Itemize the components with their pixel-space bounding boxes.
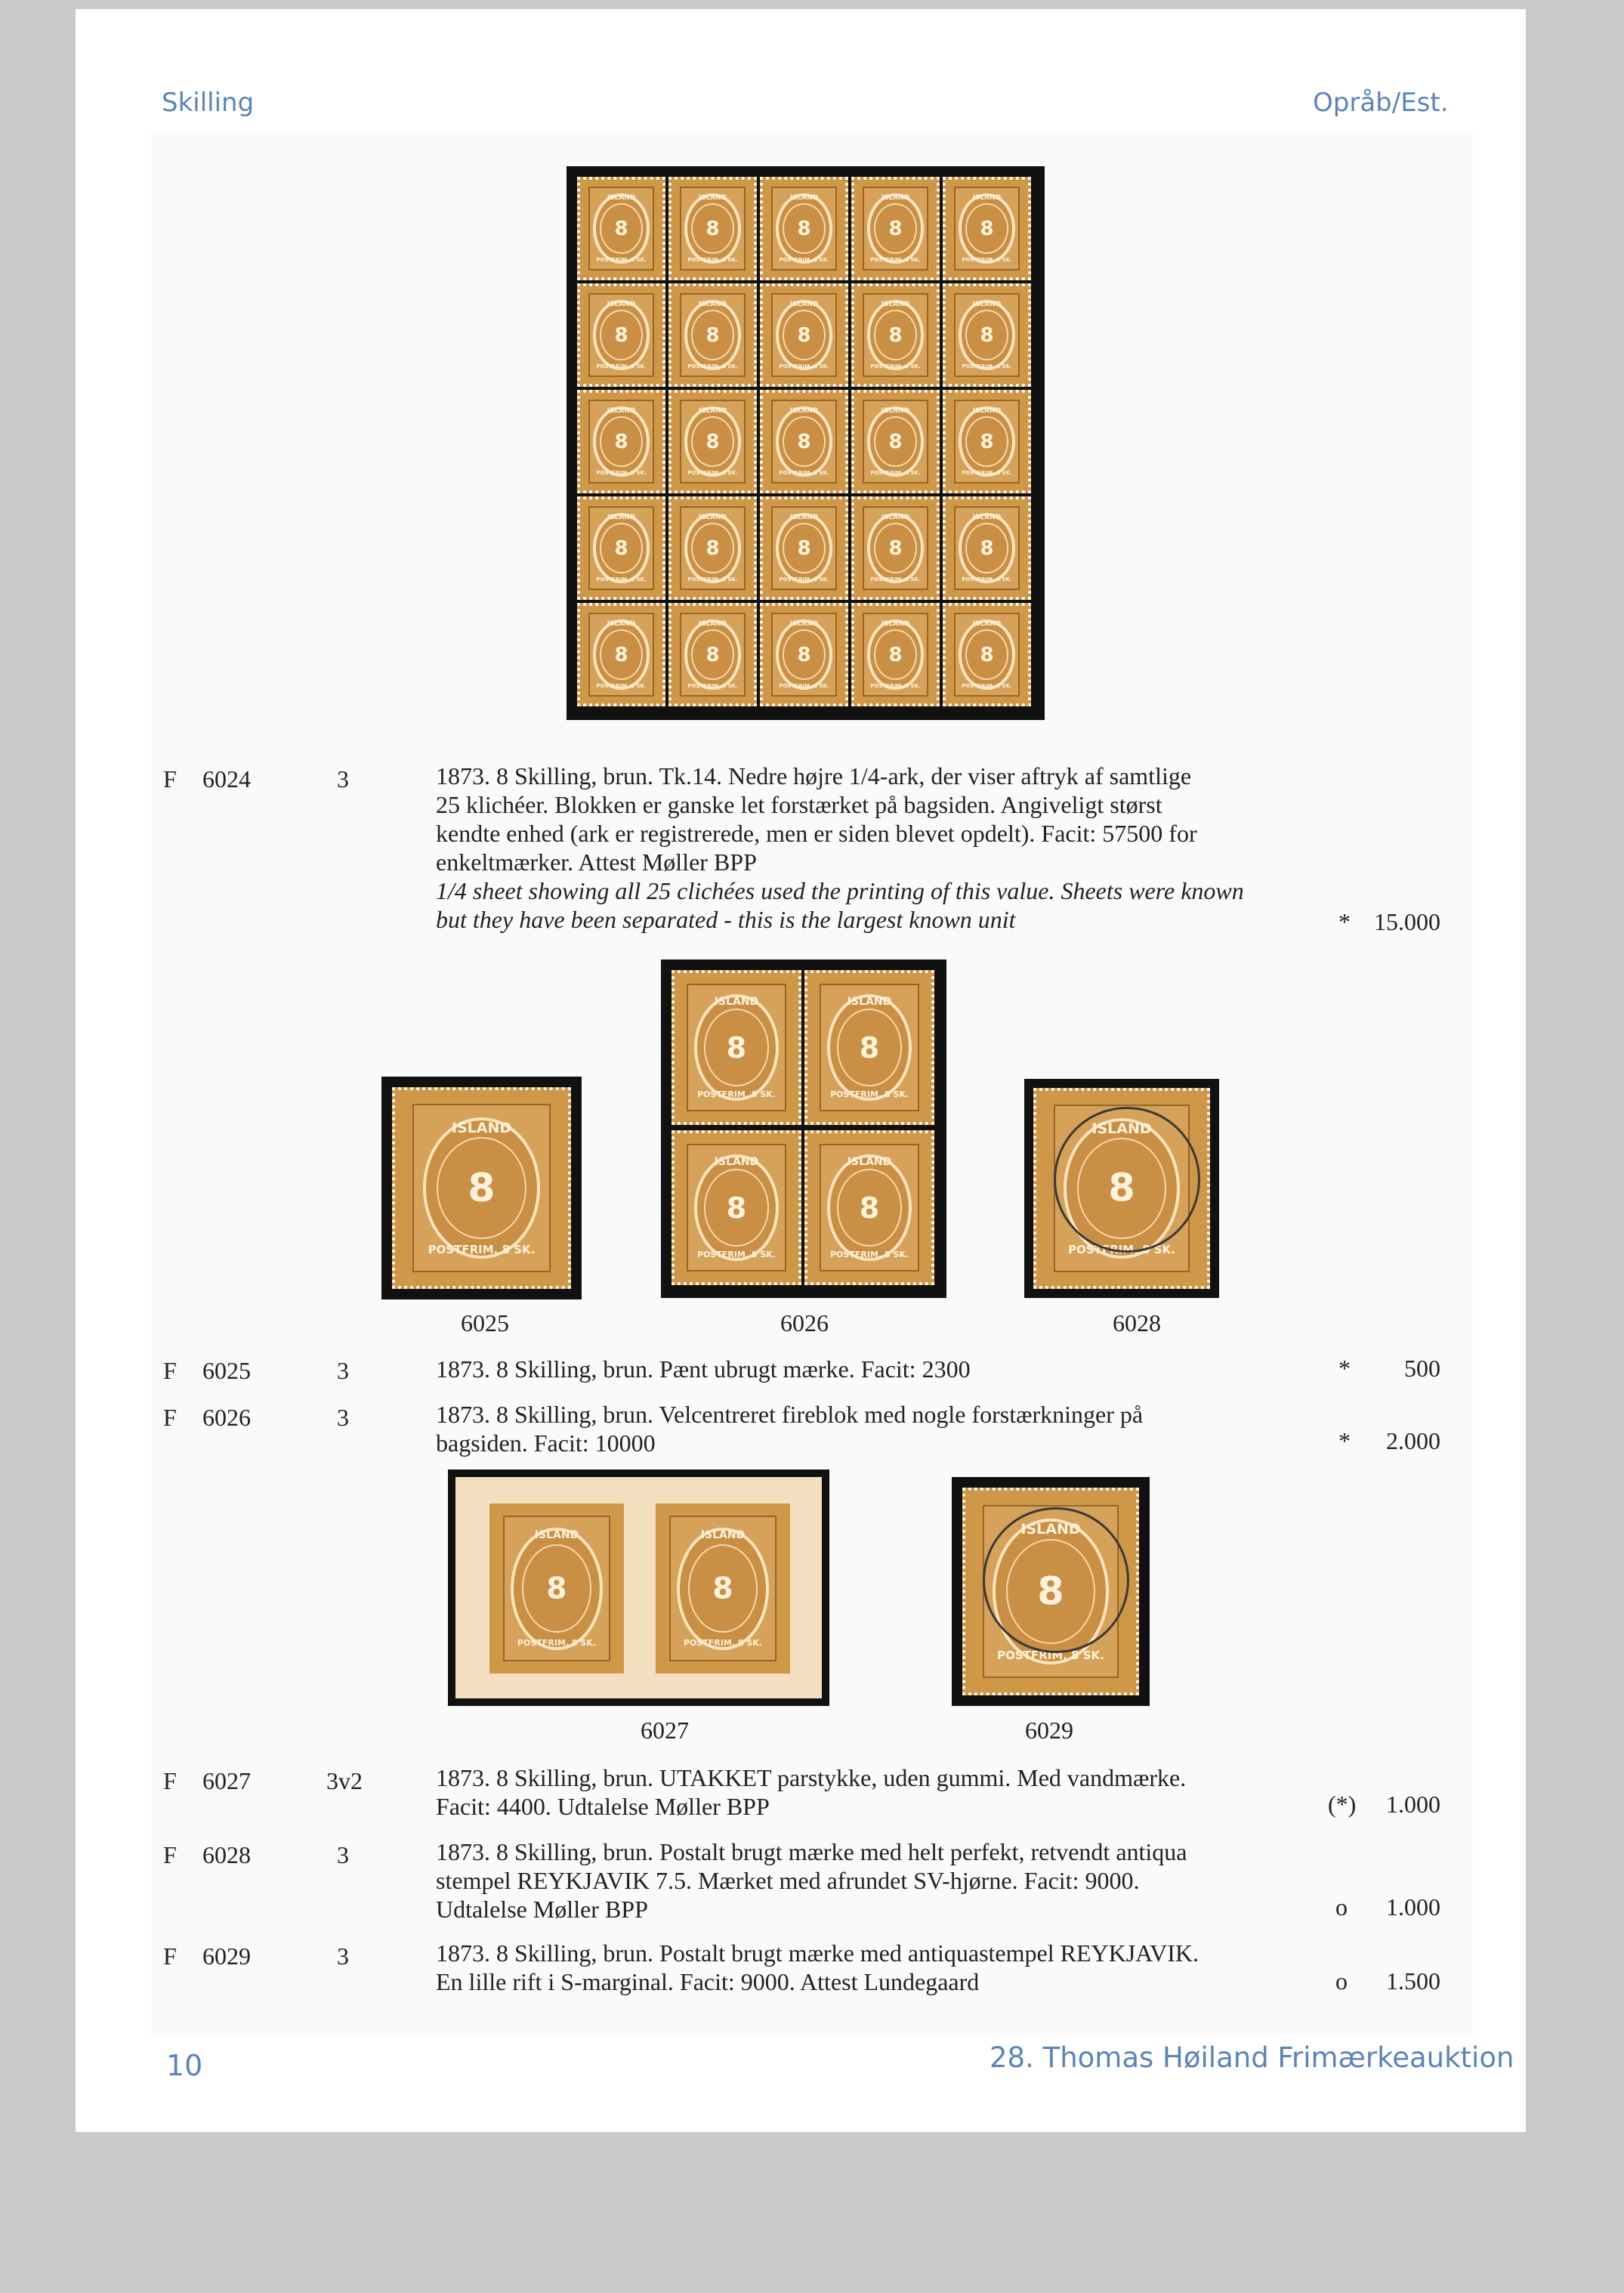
desc-line: 1873. 8 Skilling, brun. UTAKKET parstykke, uden gummi. Med vandmærke. [436, 1764, 1187, 1791]
image-caption: 6029 [1025, 1717, 1073, 1744]
lot-catalog-number: 3 [337, 1357, 349, 1384]
stamp-bottom-text: POSTFRIM. 8 SK. [687, 363, 738, 369]
lot-number: 6025 [202, 1357, 251, 1384]
stamp-value-text: 8 [705, 430, 720, 453]
stamp-country-text: ISLAND [607, 407, 636, 416]
stamp [851, 603, 940, 706]
desc-line: stempel REYKJAVIK 7.5. Mærket med afrundet SV-hjørne. Facit: 9000. [436, 1867, 1140, 1894]
stamp-value-text: 8 [797, 643, 811, 666]
stamp-bottom-text: POSTFRIM. 8 SK. [870, 363, 921, 369]
stamp [804, 970, 934, 1125]
stamp-bottom-text: POSTFRIM. 8 SK. [596, 682, 647, 689]
stamp-country-text: ISLAND [847, 1155, 892, 1168]
lot-condition: o [1335, 1967, 1348, 1995]
stamp-bottom-text: POSTFRIM. 8 SK. [697, 1250, 776, 1260]
stamp [943, 283, 1031, 387]
stamp-bottom-text: POSTFRIM. 8 SK. [684, 1638, 762, 1649]
stamp [760, 283, 848, 387]
stamp-country-text: ISLAND [881, 301, 910, 309]
lot-catalog-number: 3v2 [326, 1767, 363, 1794]
stamp [672, 970, 801, 1125]
lot-price: 15.000 [1374, 908, 1440, 935]
image-caption: 6026 [780, 1309, 829, 1337]
stamp-bottom-text: POSTFRIM. 8 SK. [687, 469, 738, 476]
stamp-sheet-quarter [567, 166, 1045, 720]
stamp-country-text: ISLAND [972, 301, 1002, 309]
stamp-bottom-text: POSTFRIM. 8 SK. [779, 256, 829, 263]
stamp-country-text: ISLAND [789, 514, 819, 522]
stamp-bottom-text: POSTFRIM. 8 SK. [962, 469, 1012, 476]
stamp-bottom-text: POSTFRIM. 8 SK. [517, 1638, 596, 1649]
stamp-country-text: ISLAND [1020, 1521, 1081, 1538]
lot-number: 6026 [202, 1404, 251, 1431]
stamp [962, 1488, 1139, 1695]
stamp-bottom-text: POSTFRIM. 8 SK. [779, 363, 829, 369]
stamp-image-6029[interactable] [952, 1477, 1150, 1706]
stamp [668, 390, 757, 493]
stamp-value-text: 8 [888, 323, 903, 347]
lot-price: 1.500 [1386, 1967, 1440, 1995]
lot-catalog-number: 3 [337, 765, 349, 793]
stamp-country-text: ISLAND [451, 1119, 512, 1136]
stamp-bottom-text: POSTFRIM. 8 SK. [779, 469, 829, 476]
lot-prefix: F [163, 765, 177, 793]
lot-number: 6029 [202, 1942, 251, 1970]
stamp-value-text: 8 [614, 643, 628, 666]
lot-catalog-number: 3 [337, 1404, 349, 1431]
stamp-bottom-text: POSTFRIM. 8 SK. [870, 256, 921, 263]
stamp [804, 1130, 934, 1285]
lot-price: 1.000 [1386, 1791, 1440, 1818]
lot-number: 6028 [202, 1841, 251, 1868]
stamp-value-text: 8 [468, 1165, 496, 1211]
stamp-country-text: ISLAND [789, 301, 819, 309]
lot-condition: * [1338, 1355, 1351, 1382]
stamp-bottom-text: POSTFRIM. 8 SK. [596, 469, 647, 476]
stamp-bottom-text: POSTFRIM. 8 SK. [870, 469, 921, 476]
desc-line: Facit: 4400. Udtalelse Møller BPP [436, 1793, 770, 1820]
lot-prefix: F [163, 1404, 177, 1431]
stamp-value-text: 8 [705, 536, 720, 560]
stamp-bottom-text: POSTFRIM. 8 SK. [870, 576, 921, 583]
stamp [851, 496, 940, 600]
stamp-image-6026[interactable] [661, 960, 946, 1298]
stamp-value-text: 8 [614, 323, 628, 347]
stamp-sheet-frame[interactable] [567, 166, 1045, 720]
stamp [851, 177, 940, 280]
stamp-value-text: 8 [797, 323, 811, 347]
stamp [577, 496, 665, 600]
stamp [489, 1503, 624, 1673]
stamp-country-text: ISLAND [789, 620, 819, 629]
stamp-country-text: ISLAND [698, 514, 727, 522]
desc-line: 1873. 8 Skilling, brun. Velcentreret fireblok med nogle forstærkninger på [436, 1401, 1144, 1428]
stamp-value-text: 8 [797, 536, 811, 560]
lot-catalog-number: 3 [337, 1841, 349, 1868]
lot-number: 6027 [202, 1767, 251, 1794]
stamp-country-text: ISLAND [881, 514, 910, 522]
stamp-country-text: ISLAND [972, 514, 1002, 522]
stamp-country-text: ISLAND [698, 301, 727, 309]
stamp-bottom-text: POSTFRIM. 8 SK. [962, 576, 1012, 583]
lot-prefix: F [163, 1767, 177, 1794]
stamp-country-text: ISLAND [698, 407, 727, 416]
stamp [577, 283, 665, 387]
lot-prefix: F [163, 1357, 177, 1384]
stamp-country-text: ISLAND [789, 407, 819, 416]
desc-line: 1873. 8 Skilling, brun. Postalt brugt mærke med antiquastempel REYKJAVIK. [436, 1939, 1199, 1967]
stamp-value-text: 8 [859, 1031, 880, 1065]
stamp-country-text: ISLAND [698, 194, 727, 202]
stamp [668, 177, 757, 280]
stamp-value-text: 8 [705, 323, 720, 347]
image-caption: 6028 [1113, 1309, 1161, 1337]
stamp-image-6027[interactable] [448, 1469, 829, 1706]
stamp-value-text: 8 [726, 1191, 747, 1225]
lot-condition: * [1338, 908, 1351, 935]
image-caption: 6027 [641, 1717, 689, 1744]
stamp-value-text: 8 [1037, 1569, 1064, 1614]
lot-description [436, 762, 1327, 934]
stamp-bottom-text: POSTFRIM. 8 SK. [687, 576, 738, 583]
desc-line: 1873. 8 Skilling, brun. Pænt ubrugt mærke. Facit: 2300 [436, 1355, 971, 1383]
lot-number: 6024 [202, 765, 251, 793]
lot-description [436, 1400, 1327, 1457]
stamp-value-text: 8 [705, 643, 720, 666]
stamp-value-text: 8 [546, 1571, 567, 1605]
stamp-image-6025[interactable] [381, 1077, 582, 1299]
stamp [668, 283, 757, 387]
stamp-country-text: ISLAND [607, 514, 636, 522]
lot-price: 1.000 [1386, 1893, 1440, 1921]
stamp [943, 390, 1031, 493]
stamp [943, 177, 1031, 280]
lot-description [436, 1837, 1327, 1924]
stamp [943, 496, 1031, 600]
lot-condition: (*) [1328, 1791, 1357, 1818]
stamp-value-text: 8 [726, 1031, 747, 1065]
desc-english-line: 1/4 sheet showing all 25 clichées used the printing of this value. Sheets were known [436, 877, 1244, 904]
lot-description [436, 1939, 1327, 1996]
stamp-value-text: 8 [797, 217, 811, 240]
stamp-bottom-text: POSTFRIM. 8 SK. [962, 256, 1012, 263]
stamp [943, 603, 1031, 706]
stamp [577, 390, 665, 493]
desc-line: enkeltmærker. Attest Møller BPP [436, 848, 757, 876]
stamp-value-text: 8 [614, 217, 628, 240]
stamp-bottom-text: POSTFRIM. 8 SK. [428, 1243, 536, 1257]
lot-price: 2.000 [1386, 1427, 1440, 1454]
stamp-bottom-text: POSTFRIM. 8 SK. [962, 682, 1012, 689]
postmark-cancel [983, 1507, 1128, 1653]
stamp-value-text: 8 [980, 430, 994, 453]
stamp-value-text: 8 [614, 536, 628, 560]
stamp-bottom-text: POSTFRIM. 8 SK. [687, 256, 738, 263]
lot-condition: * [1338, 1427, 1351, 1454]
image-caption: 6025 [461, 1309, 509, 1337]
stamp-country-text: ISLAND [607, 301, 636, 309]
stamp-value-text: 8 [888, 217, 903, 240]
stamp [668, 603, 757, 706]
stamp-country-text: ISLAND [881, 407, 910, 416]
stamp-country-text: ISLAND [881, 194, 910, 202]
desc-line: En lille rift i S-marginal. Facit: 9000. Attest Lundegaard [436, 1968, 980, 1995]
stamp-bottom-text: POSTFRIM. 8 SK. [779, 576, 829, 583]
stamp [851, 390, 940, 493]
desc-line: 25 klichéer. Blokken er ganske let forstærket på bagsiden. Angiveligt størst [436, 791, 1162, 818]
lot-prefix: F [163, 1841, 177, 1868]
lot-description [436, 1355, 1327, 1383]
stamp-value-text: 8 [705, 217, 720, 240]
stamp-bottom-text: POSTFRIM. 8 SK. [697, 1089, 776, 1100]
desc-line: bagsiden. Facit: 10000 [436, 1429, 656, 1457]
stamp-bottom-text: POSTFRIM. 8 SK. [779, 682, 829, 689]
stamp-bottom-text: POSTFRIM. 8 SK. [997, 1648, 1104, 1662]
stamp-value-text: 8 [980, 323, 994, 347]
lot-price: 500 [1404, 1355, 1440, 1382]
stamp-country-text: ISLAND [881, 620, 910, 629]
stamp-value-text: 8 [614, 430, 628, 453]
stamp-country-text: ISLAND [972, 194, 1002, 202]
stamp [577, 603, 665, 706]
stamp-bottom-text: POSTFRIM. 8 SK. [962, 363, 1012, 369]
stamp-value-text: 8 [888, 536, 903, 560]
estimate-column-header: Opråb/Est. [1313, 88, 1449, 118]
desc-line: kendte enhed (ark er registrerede, men er siden blevet opdelt). Facit: 57500 for [436, 820, 1197, 847]
stamp-country-text: ISLAND [972, 620, 1002, 629]
stamp-value-text: 8 [859, 1191, 880, 1225]
stamp-bottom-text: POSTFRIM. 8 SK. [870, 682, 921, 689]
stamp-bottom-text: POSTFRIM. 8 SK. [830, 1250, 909, 1260]
section-title: Skilling [162, 88, 255, 118]
stamp-country-text: ISLAND [700, 1528, 746, 1541]
stamp-country-text: ISLAND [534, 1528, 579, 1541]
stamp-value-text: 8 [712, 1571, 733, 1605]
stamp [392, 1087, 571, 1289]
stamp-country-text: ISLAND [607, 194, 636, 202]
stamp-country-text: ISLAND [847, 995, 892, 1008]
stamp-value-text: 8 [980, 536, 994, 560]
postmark-cancel [1054, 1107, 1199, 1253]
auction-title: 28. Thomas Høiland Frimærkeauktion [990, 2041, 1514, 2074]
stamp [672, 1130, 801, 1285]
stamp [760, 390, 848, 493]
stamp [851, 283, 940, 387]
stamp-country-text: ISLAND [714, 995, 759, 1008]
stamp-image-6028[interactable] [1024, 1079, 1219, 1298]
stamp [656, 1503, 790, 1673]
page-number: 10 [166, 2049, 203, 2082]
desc-line: 1873. 8 Skilling, brun. Postalt brugt mærke med helt perfekt, retvendt antiqua [436, 1838, 1187, 1865]
stamp-value-text: 8 [888, 643, 903, 666]
stamp-value-text: 8 [797, 430, 811, 453]
lot-catalog-number: 3 [337, 1942, 349, 1970]
stamp [760, 496, 848, 600]
stamp [577, 177, 665, 280]
stamp-country-text: ISLAND [789, 194, 819, 202]
stamp-country-text: ISLAND [714, 1155, 759, 1168]
stamp [1033, 1088, 1210, 1289]
desc-line: 1873. 8 Skilling, brun. Tk.14. Nedre højre 1/4-ark, der viser aftryk af samtlige [436, 762, 1192, 790]
stamp-country-text: ISLAND [698, 620, 727, 629]
lot-description [436, 1763, 1327, 1821]
stamp-country-text: ISLAND [1091, 1120, 1152, 1137]
stamp-value-text: 8 [1108, 1166, 1135, 1211]
stamp-bottom-text: POSTFRIM. 8 SK. [1068, 1243, 1175, 1257]
stamp-bottom-text: POSTFRIM. 8 SK. [596, 256, 647, 263]
stamp-bottom-text: POSTFRIM. 8 SK. [687, 682, 738, 689]
stamp-value-text: 8 [980, 643, 994, 666]
stamp-country-text: ISLAND [972, 407, 1002, 416]
desc-english-line: but they have been separated - this is the largest known unit [436, 906, 1016, 933]
stamp [760, 603, 848, 706]
stamp-bottom-text: POSTFRIM. 8 SK. [830, 1089, 909, 1100]
stamp [668, 496, 757, 600]
lot-condition: o [1335, 1893, 1348, 1921]
stamp-bottom-text: POSTFRIM. 8 SK. [596, 363, 647, 369]
stamp-bottom-text: POSTFRIM. 8 SK. [596, 576, 647, 583]
desc-line: Udtalelse Møller BPP [436, 1896, 648, 1923]
stamp-value-text: 8 [888, 430, 903, 453]
stamp-country-text: ISLAND [607, 620, 636, 629]
stamp-value-text: 8 [980, 217, 994, 240]
stamp [760, 177, 848, 280]
lot-prefix: F [163, 1942, 177, 1970]
